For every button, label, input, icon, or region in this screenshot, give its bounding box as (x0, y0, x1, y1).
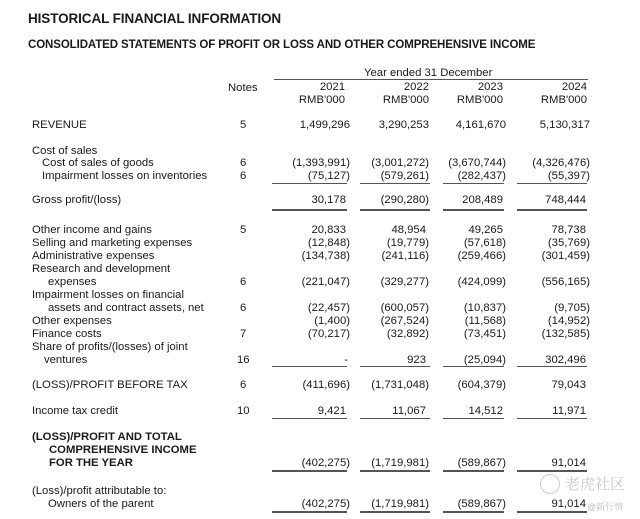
column-year-2022: 2022 (403, 81, 429, 93)
row-note: 10 (237, 405, 250, 417)
value-2022: (579,261) (380, 170, 429, 182)
row-label: Other income and gains (32, 224, 152, 236)
value-2022: 48,954 (391, 224, 426, 236)
row-note: 7 (240, 328, 247, 340)
row-label: Administrative expenses (32, 250, 155, 262)
value-2023: (73,451) (463, 328, 506, 340)
value-2021: (411,696) (302, 379, 350, 391)
watermark-handle: @新行情 (587, 502, 624, 512)
row-label: Other expenses (32, 315, 112, 327)
value-2022: (290,280) (380, 194, 429, 206)
total-rule (443, 511, 504, 513)
value-2024: (14,952) (547, 315, 590, 327)
subtotal-rule (272, 418, 347, 419)
value-2023: 4,161,670 (455, 119, 506, 131)
subtotal-rule (360, 183, 430, 184)
value-2022: 3,290,253 (378, 119, 429, 131)
value-2022: (267,524) (380, 315, 429, 327)
value-2023: (589,867) (457, 498, 506, 510)
subtotal-rule (360, 366, 430, 367)
row-label-cost-of-sales: Cost of sales (32, 145, 98, 157)
row-note: 6 (240, 302, 247, 314)
value-2024: (132,585) (541, 328, 590, 340)
row-label-attributable: (Loss)/profit attributable to: (32, 485, 167, 497)
value-2023: (3,670,744) (448, 157, 506, 169)
row-label: (LOSS)/PROFIT BEFORE TAX (32, 379, 188, 391)
value-2021: (1,400) (314, 315, 350, 327)
row-label: (LOSS)/PROFIT AND TOTAL (32, 431, 182, 443)
value-2024: 79,043 (551, 379, 586, 391)
total-rule (360, 470, 430, 472)
value-2024: 5,130,317 (539, 119, 590, 131)
total-rule (272, 209, 347, 211)
value-2021: (402,275) (301, 457, 350, 469)
row-label: Income tax credit (32, 405, 119, 417)
value-2021: (12,848) (307, 237, 350, 249)
notes-header: Notes (228, 82, 258, 94)
value-2024: 748,444 (545, 194, 586, 206)
row-label: Finance costs (32, 328, 102, 340)
row-note: 6 (240, 170, 247, 182)
total-rule (272, 470, 347, 472)
value-2021: (70,217) (307, 328, 350, 340)
value-2023: (11,568) (464, 315, 506, 327)
subtotal-rule (517, 418, 587, 419)
row-label: Gross profit/(loss) (32, 194, 122, 206)
statement-title: CONSOLIDATED STATEMENTS OF PROFIT OR LOSS AND OTHER COMPREHENSIVE INCOME (28, 39, 536, 51)
row-note: 16 (237, 354, 250, 366)
subtotal-rule (517, 366, 587, 367)
column-year-2023: 2023 (477, 81, 503, 93)
value-2023: (10,837) (463, 302, 506, 314)
row-note: 6 (240, 276, 247, 288)
tiger-logo-icon (540, 474, 560, 494)
value-2024: 302,496 (545, 354, 586, 366)
value-2022: (241,116) (381, 250, 429, 262)
row-label: Owners of the parent (48, 498, 154, 510)
value-2021: 1,499,296 (299, 119, 350, 131)
value-2023: (282,437) (457, 170, 506, 182)
watermark-text: 老虎社区 (565, 476, 626, 493)
column-unit-2021: RMB'000 (298, 94, 345, 106)
value-2022: (329,277) (380, 276, 429, 288)
value-2021: (1,393,991) (292, 157, 350, 169)
value-2024: (301,459) (541, 250, 590, 262)
column-unit-2022: RMB'000 (382, 94, 429, 106)
value-2023: 49,265 (468, 224, 503, 236)
row-note: 6 (240, 157, 247, 169)
row-note: 5 (240, 119, 247, 131)
row-label: Share of profits/(losses) of joint (32, 341, 188, 353)
total-rule (443, 209, 504, 211)
value-2022: (1,719,981) (371, 498, 429, 510)
value-2021: 30,178 (311, 194, 346, 206)
value-2022: (1,719,981) (371, 457, 429, 469)
row-label: Cost of sales of goods (42, 157, 154, 169)
value-2022: (3,001,272) (371, 157, 429, 169)
value-2023: (589,867) (457, 457, 506, 469)
value-2021: (221,047) (301, 276, 350, 288)
total-rule (517, 470, 587, 472)
value-2024: (35,769) (547, 237, 590, 249)
value-2022: 923 (407, 354, 426, 366)
row-label-continued: ventures (44, 354, 88, 366)
value-2023: (259,466) (457, 250, 506, 262)
subtotal-rule (443, 418, 504, 419)
value-2022: (1,731,048) (371, 379, 429, 391)
column-unit-2024: RMB'000 (540, 94, 587, 106)
value-2023: 208,489 (462, 194, 503, 206)
column-unit-2023: RMB'000 (456, 94, 503, 106)
value-2024: (556,165) (541, 276, 590, 288)
subtotal-rule (443, 183, 504, 184)
column-year-2024: 2024 (561, 81, 587, 93)
row-label: REVENUE (32, 119, 87, 131)
value-2021: 20,833 (311, 224, 346, 236)
row-label-continued: assets and contract assets, net (48, 302, 204, 314)
value-2023: 14,512 (468, 405, 503, 417)
value-2023: (604,379) (457, 379, 506, 391)
row-label: Research and development (32, 263, 171, 275)
total-rule (360, 511, 430, 513)
page-title: HISTORICAL FINANCIAL INFORMATION (28, 11, 282, 26)
value-2021: - (344, 354, 348, 366)
subtotal-rule (443, 366, 504, 367)
row-note: 6 (240, 379, 247, 391)
value-2022: (32,892) (386, 328, 429, 340)
subtotal-rule (272, 183, 347, 184)
value-2022: (600,057) (380, 302, 429, 314)
period-header: Year ended 31 December (364, 67, 493, 79)
row-label-continued: COMPREHENSIVE INCOME (49, 444, 197, 456)
value-2024: (55,397) (547, 170, 590, 182)
value-2021: (134,738) (301, 250, 350, 262)
value-2024: 11,971 (552, 405, 586, 417)
total-rule (360, 209, 430, 211)
value-2021: (75,127) (307, 170, 350, 182)
value-2024: 91,014 (551, 498, 586, 510)
row-label-continued: expenses (48, 276, 97, 288)
row-label-continued-2: FOR THE YEAR (49, 457, 133, 469)
period-header-rule (274, 79, 588, 80)
value-2024: (4,326,476) (532, 157, 590, 169)
value-2023: (57,618) (463, 237, 506, 249)
total-rule (272, 511, 347, 513)
value-2024: (9,705) (554, 302, 590, 314)
row-label: Impairment losses on financial (32, 289, 184, 301)
row-label: Impairment losses on inventories (42, 170, 208, 182)
row-label: Selling and marketing expenses (32, 237, 193, 249)
value-2023: (25,094) (463, 354, 506, 366)
total-rule (443, 470, 504, 472)
value-2021: (402,275) (301, 498, 350, 510)
subtotal-rule (360, 418, 430, 419)
value-2022: 11,067 (392, 405, 426, 417)
value-2024: 78,738 (551, 224, 586, 236)
total-rule (517, 209, 587, 211)
row-note: 5 (240, 224, 247, 236)
column-year-2021: 2021 (319, 81, 345, 93)
total-rule (517, 511, 587, 513)
value-2024: 91,014 (551, 457, 586, 469)
subtotal-rule (272, 366, 347, 367)
subtotal-rule (517, 183, 587, 184)
value-2023: (424,099) (457, 276, 506, 288)
value-2022: (19,779) (386, 237, 429, 249)
value-2021: (22,457) (307, 302, 350, 314)
value-2021: 9,421 (317, 405, 346, 417)
